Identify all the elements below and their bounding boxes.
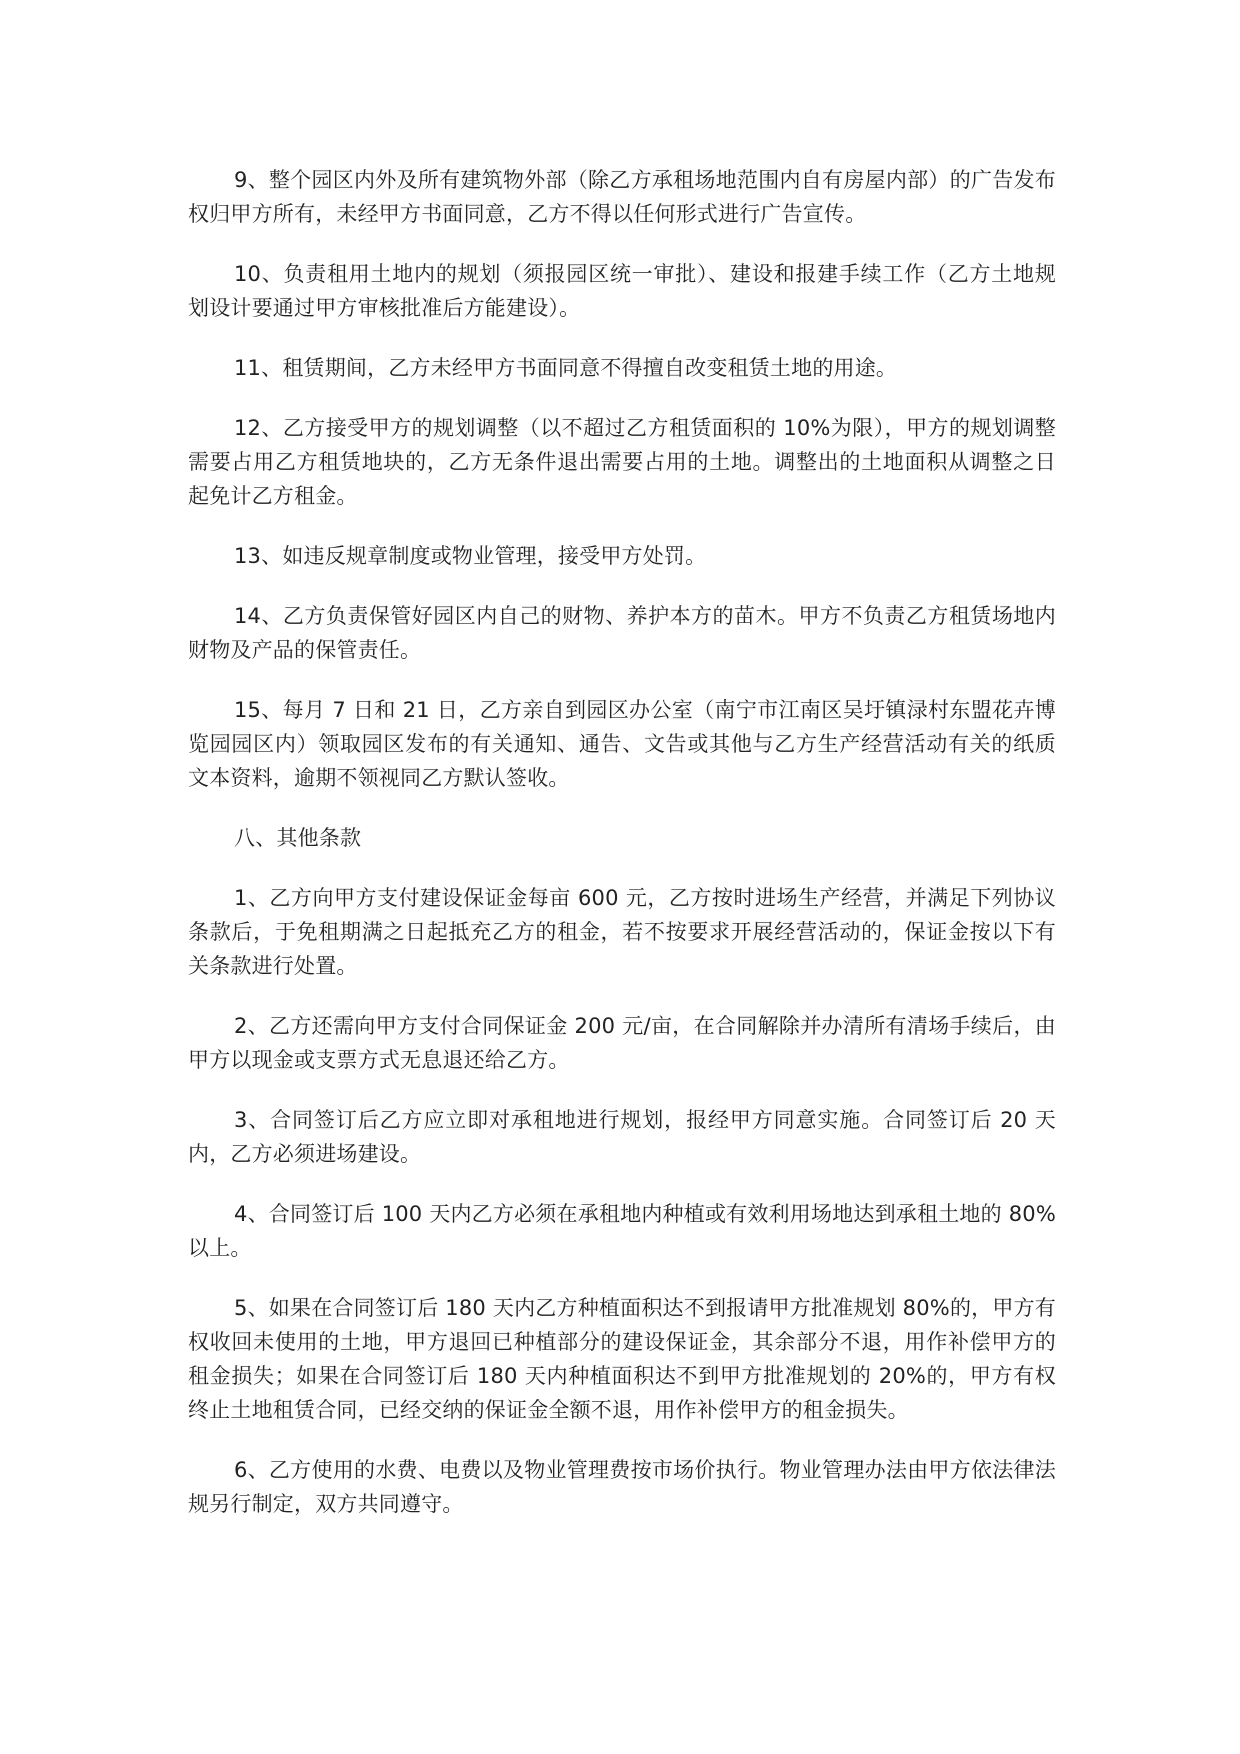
clause-14: 14、乙方负责保管好园区内自己的财物、养护本方的苗木。甲方不负责乙方租赁场地内财物及产品的保管责任。 (188, 604, 1056, 662)
other-term-4: 4、合同签订后 100 天内乙方必须在承租地内种植或有效利用场地达到承租土地的 80%以上。 (188, 1202, 1056, 1260)
other-term-5: 5、如果在合同签订后 180 天内乙方种植面积达不到报请甲方批准规划 80%的，甲方有权收回未使用的土地，甲方退回已种植部分的建设保证金，其余部分不退，用作补偿甲方的租金损失；如果在合同签订后 180 天内种植面积达不到甲方批准规划的 20%的，甲方有权终止土地租赁合同，已经交纳的保证金全额不退，用作补偿甲方的租金损失。 (188, 1296, 1056, 1422)
clause-13: 13、如违反规章制度或物业管理，接受甲方处罚。 (234, 544, 707, 568)
clause-15: 15、每月 7 日和 21 日，乙方亲自到园区办公室（南宁市江南区吴圩镇渌村东盟花卉博览园园区内）领取园区发布的有关通知、通告、文告或其他与乙方生产经营活动有关的纸质文本资料，逾期不领视同乙方默认签收。 (188, 698, 1056, 790)
other-term-6: 6、乙方使用的水费、电费以及物业管理费按市场价执行。物业管理办法由甲方依法律法规另行制定，双方共同遵守。 (188, 1458, 1056, 1516)
clause-9: 9、整个园区内外及所有建筑物外部（除乙方承租场地范围内自有房屋内部）的广告发布权归甲方所有，未经甲方书面同意，乙方不得以任何形式进行广告宣传。 (188, 168, 1056, 226)
other-term-1: 1、乙方向甲方支付建设保证金每亩 600 元，乙方按时进场生产经营，并满足下列协议条款后，于免租期满之日起抵充乙方的租金，若不按要求开展经营活动的，保证金按以下有关条款进行处置。 (188, 886, 1056, 978)
clause-11: 11、租赁期间，乙方未经甲方书面同意不得擅自改变租赁土地的用途。 (234, 356, 898, 380)
other-term-3: 3、合同签订后乙方应立即对承租地进行规划，报经甲方同意实施。合同签订后 20 天内，乙方必须进场建设。 (188, 1108, 1056, 1166)
clause-10: 10、负责租用土地内的规划（须报园区统一审批）、建设和报建手续工作（乙方土地规划设计要通过甲方审核批准后方能建设）。 (188, 262, 1056, 320)
clause-12: 12、乙方接受甲方的规划调整（以不超过乙方租赁面积的 10%为限），甲方的规划调整需要占用乙方租赁地块的，乙方无条件退出需要占用的土地。调整出的土地面积从调整之日起免计乙方租金。 (188, 416, 1056, 508)
section-heading-other-terms: 八、其他条款 (234, 826, 362, 850)
other-term-2: 2、乙方还需向甲方支付合同保证金 200 元/亩，在合同解除并办清所有清场手续后，由甲方以现金或支票方式无息退还给乙方。 (188, 1014, 1056, 1072)
document-body (188, 163, 1056, 1547)
